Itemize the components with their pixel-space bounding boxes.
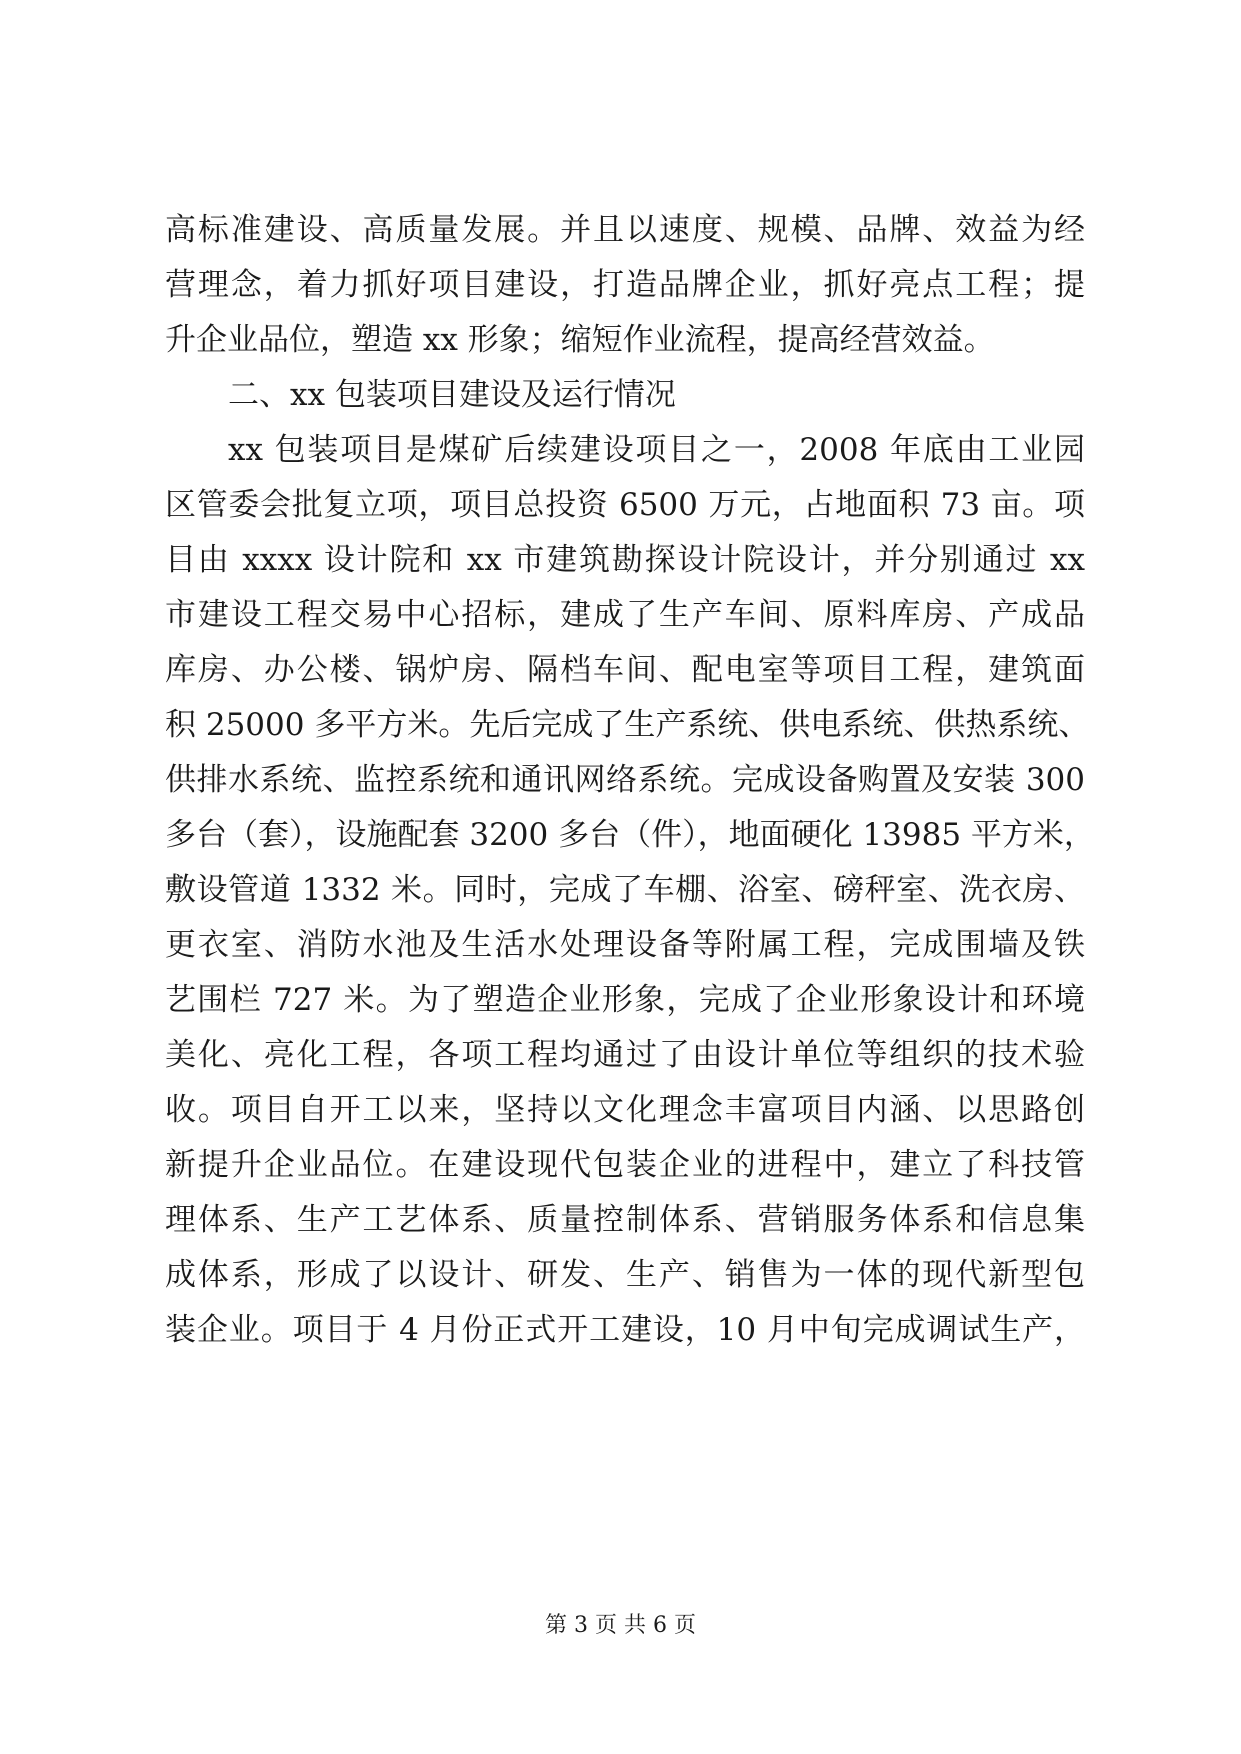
section-heading: 二、xx 包装项目建设及运行情况: [228, 377, 676, 413]
body-line: 高标准建设、高质量发展。并且以速度、规模、品牌、效益为经: [165, 212, 1085, 248]
body-line: 供排水系统、监控系统和通讯网络系统。完成设备购置及安装 300: [165, 762, 1085, 798]
body-line: 美化、亮化工程，各项工程均通过了由设计单位等组织的技术验: [165, 1037, 1085, 1073]
body-line: 艺围栏 727 米。为了塑造企业形象，完成了企业形象设计和环境: [165, 982, 1085, 1018]
body-line: 新提升企业品位。在建设现代包装企业的进程中，建立了科技管: [165, 1147, 1085, 1183]
body-line: 敷设管道 1332 米。同时，完成了车棚、浴室、磅秤室、洗衣房、: [165, 872, 1085, 908]
body-line: 库房、办公楼、锅炉房、隔档车间、配电室等项目工程，建筑面: [165, 652, 1085, 688]
body-line: 营理念，着力抓好项目建设，打造品牌企业，抓好亮点工程；提: [165, 267, 1085, 303]
body-line: 升企业品位，塑造 xx 形象；缩短作业流程，提高经营效益。: [165, 322, 995, 358]
body-line: 更衣室、消防水池及生活水处理设备等附属工程，完成围墙及铁: [165, 927, 1085, 963]
body-line: 装企业。项目于 4 月份正式开工建设，10 月中旬完成调试生产，: [165, 1312, 1085, 1348]
page-footer: 第 3 页 共 6 页: [545, 1613, 696, 1638]
body-line: 收。项目自开工以来，坚持以文化理念丰富项目内涵、以思路创: [165, 1092, 1085, 1128]
body-line: 积 25000 多平方米。先后完成了生产系统、供电系统、供热系统、: [165, 707, 1090, 743]
body-line: 市建设工程交易中心招标，建成了生产车间、原料库房、产成品: [165, 597, 1085, 633]
body-line: xx 包装项目是煤矿后续建设项目之一，2008 年底由工业园: [228, 432, 1085, 468]
body-line: 目由 xxxx 设计院和 xx 市建筑勘探设计院设计，并分别通过 xx: [165, 542, 1085, 578]
body-line: 成体系，形成了以设计、研发、生产、销售为一体的现代新型包: [165, 1257, 1085, 1293]
body-line: 理体系、生产工艺体系、质量控制体系、营销服务体系和信息集: [165, 1202, 1085, 1238]
body-line: 区管委会批复立项，项目总投资 6500 万元，占地面积 73 亩。项: [165, 487, 1085, 523]
body-line: 多台（套），设施配套 3200 多台（件），地面硬化 13985 平方米，: [165, 817, 1095, 853]
